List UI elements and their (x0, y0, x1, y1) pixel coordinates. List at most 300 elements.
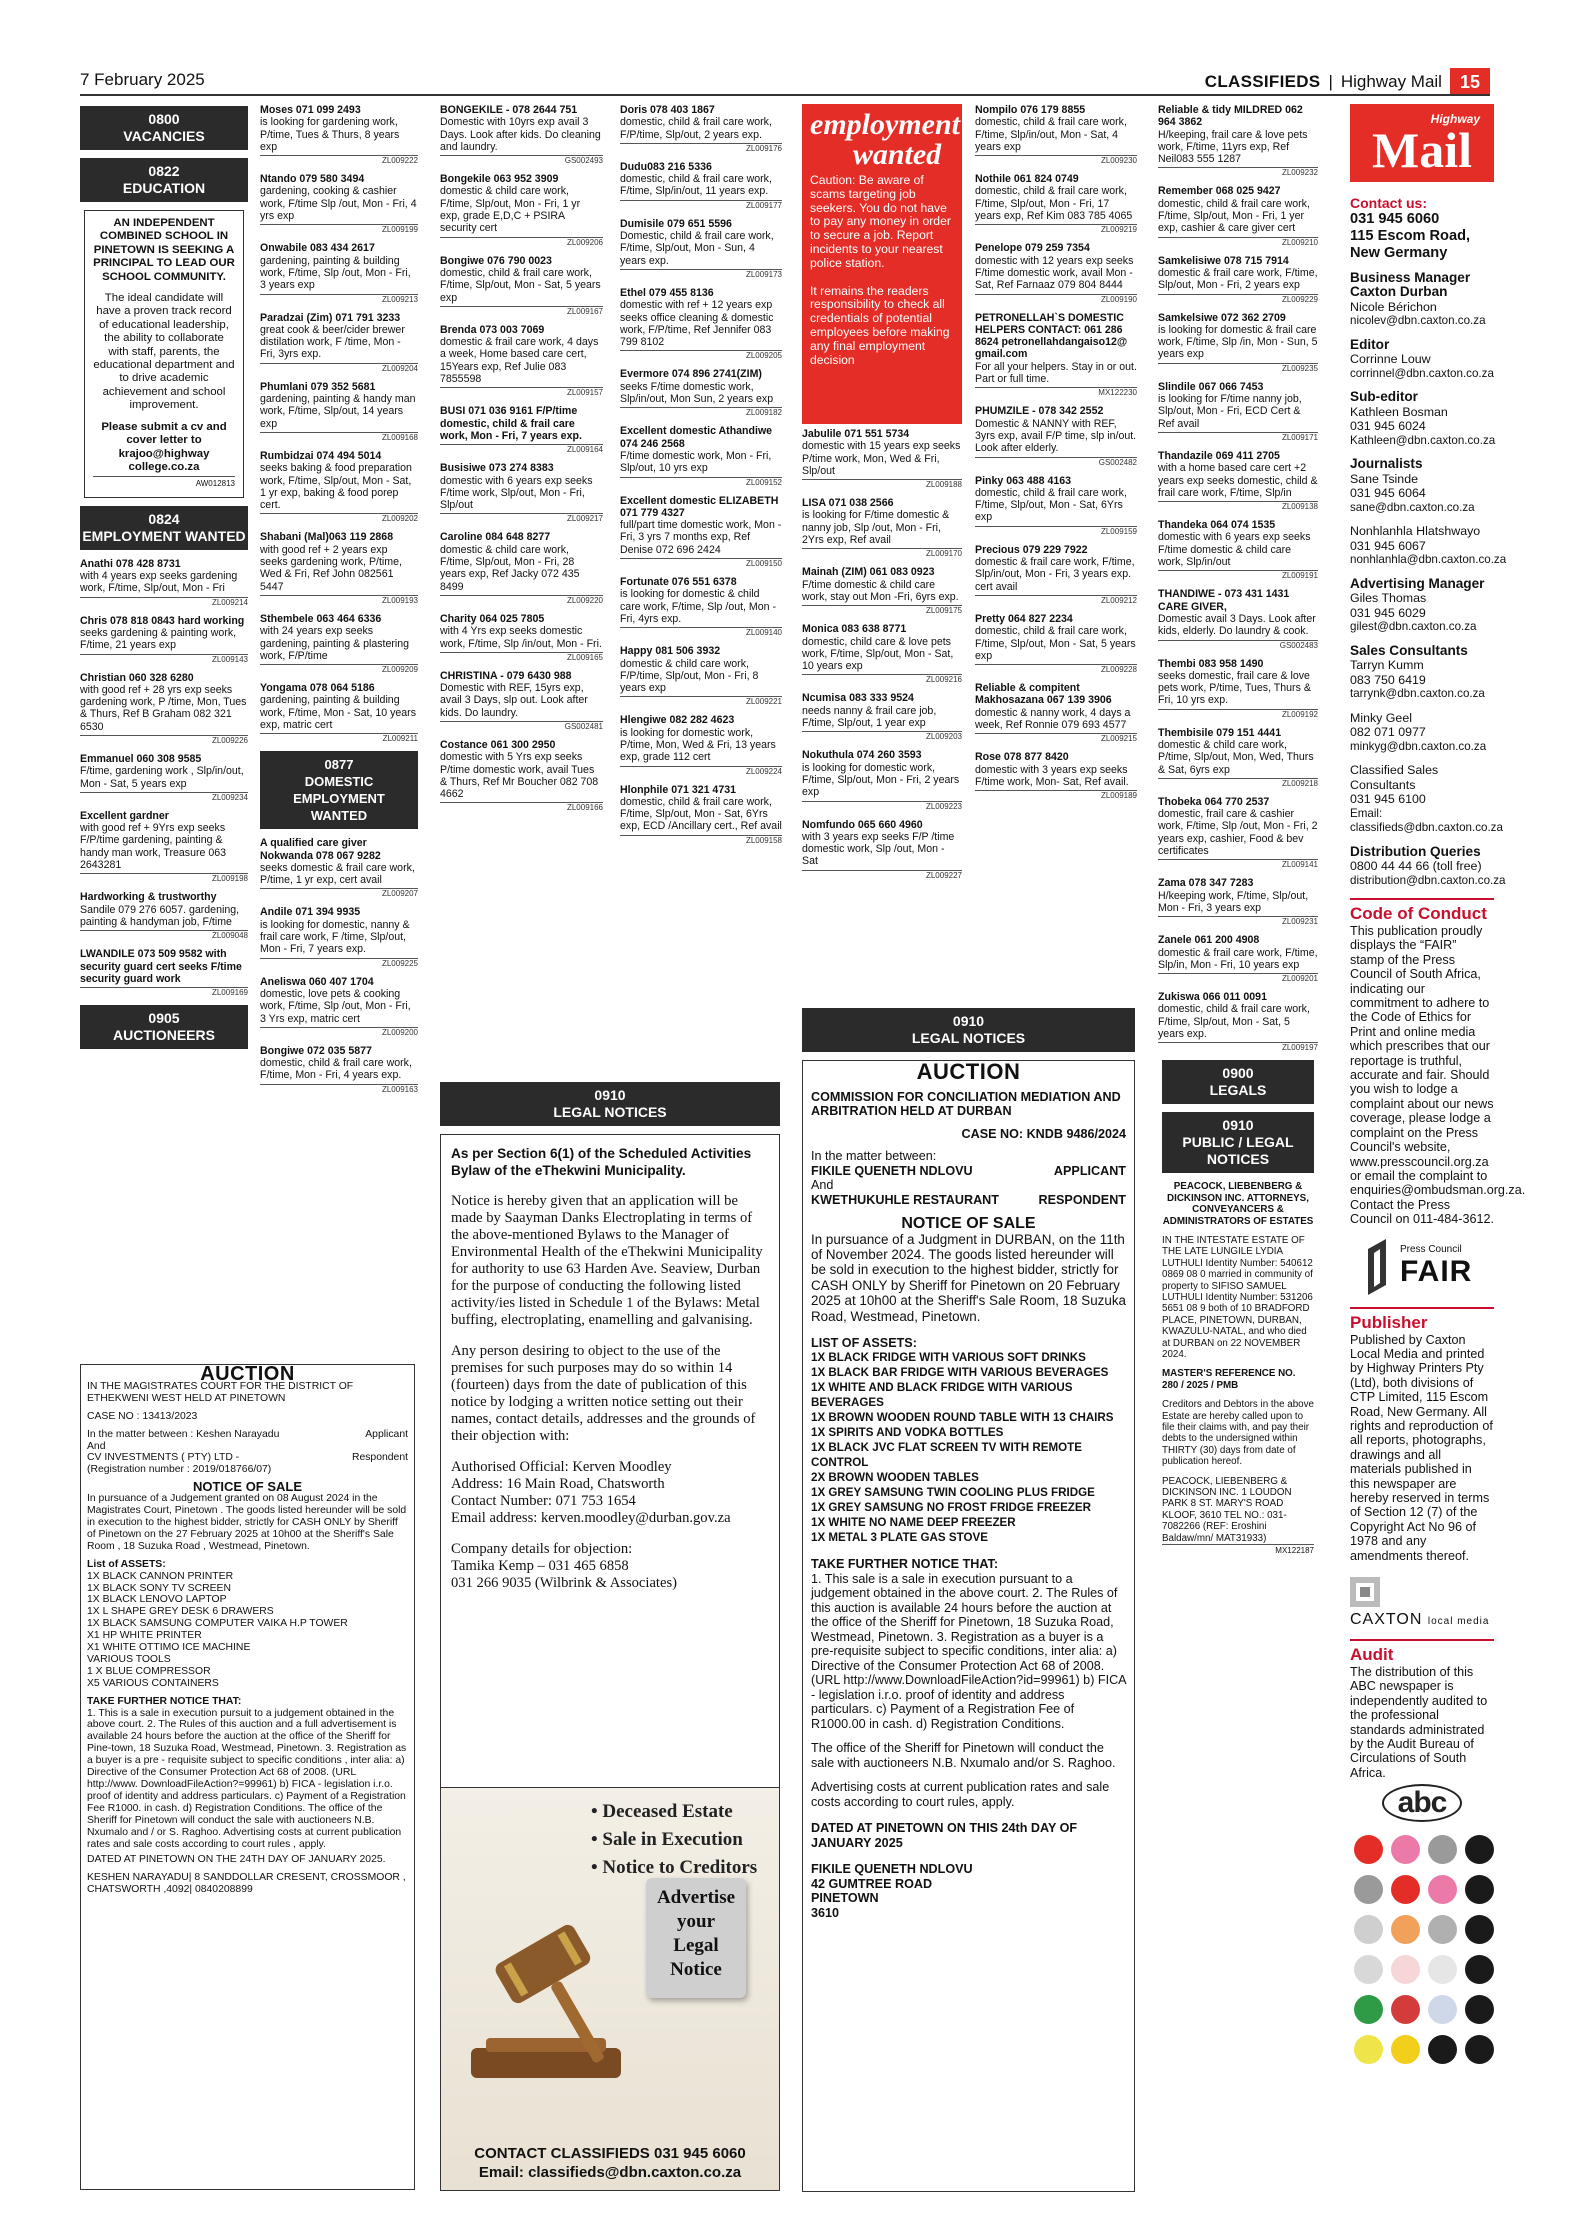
ad-body: F/time domestic & child care work, stay out Mon -Fri, 6yrs exp. (802, 578, 959, 603)
publisher-text: Published by Caxton Local Media and printed by Highway Printers Pty (Ltd), both divisions of CTP Limited, 115 Escom Road, New Germany. All rights and reproduction of all reports, photographs, drawings and all materials published in this newspaper are hereby reserved in terms of Section 12 (7) of the Copyright Act No 96 of 1978 and any amendments thereof. (1350, 1332, 1493, 1563)
section-label: LEGAL NOTICES (911, 1030, 1026, 1046)
staff-email[interactable]: nonhlanhla@dbn.caxton.co.za (1350, 553, 1507, 566)
classified-ad (80, 615, 248, 665)
ad-body: domestic & child care work, F/time, Slp/out, Mon - Fri, 1 yr exp, grade E,D,C + PSIRA security cert (440, 185, 581, 235)
audit-heading: Audit (1350, 1639, 1494, 1665)
ad-title: Bongiwe 076 790 0023 (440, 254, 552, 267)
ad-ref: ZL009165 (440, 652, 603, 663)
classified-ad (80, 810, 248, 884)
ad-title: Monica 083 638 8771 (802, 623, 907, 636)
ad-title: Pretty 064 827 2234 (975, 612, 1073, 625)
contact-phone: 031 945 6060 (1350, 210, 1440, 227)
asset-item: X1 WHITE OTTIMO ICE MACHINE (87, 1642, 251, 1654)
classified-ad (260, 906, 418, 968)
ad-title: Ethel 079 455 8136 (620, 286, 714, 299)
ad-title: Thandazile 069 411 2705 (1158, 449, 1280, 462)
ad-title: LWANDILE 073 509 9582 with security guard cert seeks F/time security guard work (80, 948, 242, 985)
staff-phone: 031 945 6024 (1350, 419, 1426, 433)
ad-ref: ZL009164 (440, 444, 603, 455)
staff-email[interactable]: distribution@dbn.caxton.co.za (1350, 873, 1506, 887)
ad-body: domestic, child & frail care work, F/time, Slp/out, Mon - Sat, 5 years exp. (1158, 1003, 1310, 1041)
staff-entry (1350, 271, 1494, 329)
ad-body: domestic, child & frail care work, F/time, Slp/out, Mon - Sat, 5 years exp (440, 266, 601, 304)
auction2-office: The office of the Sheriff for Pinetown will conduct the sale with auctioneers N.B. Nxumalo and/or S. Raghoo. (811, 1741, 1116, 1770)
ad-title: PETRONELLAH`S DOMESTIC HELPERS CONTACT: 061 286 8624 petronellahdangaiso12@ gmail.com (975, 311, 1128, 361)
classified-ad (260, 242, 418, 304)
estate-ref: MX122187 (1162, 1544, 1314, 1556)
ad-body: is looking for gardening work, P/time, Tues & Thurs, 8 years exp (260, 116, 400, 153)
staff-role: Editor (1350, 336, 1390, 352)
ad-ref: ZL009234 (80, 792, 248, 803)
col5b-ads (975, 104, 1137, 801)
staff-name: Nonhlanhla Hlatshwayo (1350, 524, 1481, 538)
bylaw-address: Address: 16 Main Road, Chatsworth (451, 1476, 665, 1492)
classified-ad (802, 819, 962, 881)
ad-title: BONGEKILE - 078 2644 751 (440, 104, 578, 116)
ad-title: Thobeka 064 770 2537 (1158, 795, 1270, 808)
ad-ref: ZL009205 (620, 350, 782, 361)
ad-title: Bongekile 063 952 3909 (440, 173, 559, 186)
promo-bullet-text: Deceased Estate (602, 1801, 733, 1822)
column-5b (975, 104, 1137, 808)
classified-ad (260, 976, 418, 1038)
ad-body: domestic, child & frail care work, F/time, Slp/in/out, 11 years exp. (620, 173, 772, 198)
ad-body: with 4 Yrs exp seeks domestic work, F/time, Slp /in/out, Mon - Fri. (440, 625, 602, 650)
section-label: AUCTIONEERS (113, 1027, 215, 1044)
empw-responsibility: It remains the readers responsibility to check all credentials of potential employees before making any final employment decision (810, 283, 950, 367)
staff-entry (1350, 644, 1494, 702)
auction2-matter: In the matter between: (811, 1149, 937, 1163)
section-code: 0910 (594, 1087, 626, 1103)
ad-body: with good ref + 28 yrs exp seeks gardening work, P /time, Mon, Tues & Thurs, Ref B Graham 082 321 6530 (80, 683, 247, 733)
classified-ad (975, 751, 1137, 801)
ad-ref: AW012813 (93, 476, 235, 490)
classified-ad (440, 670, 603, 732)
ad-title: Precious 079 229 7922 (975, 543, 1088, 556)
ad-title: Slindile 067 066 7453 (1158, 380, 1264, 393)
section-label: EMPLOYMENT WANTED (82, 527, 246, 544)
staff-email[interactable]: sane@dbn.caxton.co.za (1350, 500, 1475, 514)
ad-body: domestic & frail care work, F/time, Slp/in, Mon - Fri, 10 years exp (1158, 946, 1318, 971)
classified-ad (802, 566, 962, 616)
classified-ad (620, 218, 782, 280)
classified-ad (975, 242, 1137, 304)
ad-body: domestic & child care work, F/P/time, Slp/out, Mon - Fri, 8 years exp (620, 657, 759, 695)
auction-reg: (Registration number : 2019/018766/07) (87, 1464, 272, 1476)
estate-address: PEACOCK, LIEBENBERG & DICKINSON INC. 1 LOUDON PARK 8 ST. MARY'S ROAD KLOOF, 3610 TEL NO.: 031- 7082266 (REF: Eroshini Baldaw/mn/ MAT31933) (1162, 1475, 1292, 1544)
staff-phone: 083 750 6419 (1350, 672, 1426, 687)
ad-ref: ZL009169 (80, 987, 248, 998)
classified-ad (1158, 877, 1318, 927)
ad-body: Domestic with 10yrs exp avail 3 Days. Look after kids. Do cleaning and laundry. (440, 116, 601, 153)
empw-heading-2: wanted (852, 138, 942, 171)
ad-title: Samkelsiwe 072 362 2709 (1158, 311, 1286, 324)
section-legal-notices (802, 1008, 1135, 1052)
ad-body: For all your helpers. Stay in or out. Part or full time. (975, 360, 1137, 386)
ad-cta: Please submit a cv and cover letter to krajoo@highway college.co.za (101, 420, 227, 473)
color-dot (1391, 2035, 1420, 2064)
ad-body: The ideal candidate will have a proven track record of educational leadership, the ability to collaborate with staff, parents, the educational department and to drive academic achievement and school improvement. (93, 292, 235, 412)
staff-entry (1350, 843, 1506, 889)
ad-title: Dumisile 079 651 5596 (620, 217, 732, 230)
asset-item: 1X BLACK BAR FRIDGE WITH VARIOUS BEVERAGES (811, 1366, 1109, 1380)
header-separator: | (1328, 72, 1333, 91)
color-dot (1428, 1955, 1457, 1984)
ad-body: is looking for domestic work, F/time, Slp/out, Mon - Fri, 2 years exp (802, 761, 960, 799)
ad-ref: ZL009176 (620, 143, 782, 154)
classified-ad (440, 324, 603, 398)
ad-body: H/keeping, frail care & love pets work, F/time, 11yrs exp, Ref Neil083 555 1287 (1158, 128, 1308, 166)
applicant-name: FIKILE QUENETH NDLOVU (811, 1163, 973, 1178)
ad-body: domestic & frail care work, F/time, Slp/in/out, Mon - Fri, 3 years exp. cert avail (975, 556, 1135, 593)
logo-text: Mail (1372, 122, 1472, 178)
ad-title: Phumlani 079 352 5681 (260, 380, 376, 393)
staff-email[interactable]: corrinnel@dbn.caxton.co.za (1350, 366, 1494, 380)
promo-bullet: • Notice to Creditors (591, 1857, 758, 1878)
classified-ad (1158, 519, 1318, 581)
ad-ref: ZL009182 (620, 407, 782, 418)
classified-ad (1158, 312, 1318, 374)
ad-body: with 24 years exp seeks gardening, painting & plastering work, F/P/time (260, 625, 410, 662)
staff-entry (1350, 338, 1494, 382)
asset-item: 1X BROWN WOODEN ROUND TABLE WITH 13 CHAIRS (811, 1411, 1114, 1425)
promo-email[interactable]: Email: classifieds@dbn.caxton.co.za (478, 2164, 742, 2181)
ad-ref: ZL009189 (975, 790, 1137, 801)
col2-ads-2 (260, 837, 418, 1094)
auction-notice-kwethukuhle (802, 1006, 1135, 2192)
classified-ad (260, 450, 418, 524)
classified-ad (802, 623, 962, 685)
column-5a (802, 428, 962, 888)
asset-item: 1X WHITE AND BLACK FRIDGE WITH VARIOUS BEVERAGES (811, 1381, 1073, 1410)
ad-ref: ZL009192 (1158, 709, 1318, 720)
color-dot (1465, 1955, 1494, 1984)
ad-ref: ZL009214 (80, 597, 248, 608)
section-label: EDUCATION (122, 180, 206, 196)
ad-body: with a home based care cert +2 years exp seeks domestic, child & frail care work, F/time, Slp/in (1158, 462, 1318, 499)
classified-ad (802, 428, 962, 490)
classified-ad (1158, 658, 1318, 720)
ad-body: domestic with 3 years exp seeks F/time work, Mon- Sat, Ref avail. (975, 763, 1129, 788)
asset-item: 1 X BLUE COMPRESSOR (87, 1665, 211, 1677)
auction2-dated: DATED AT PINETOWN ON THIS 24th DAY OF JANUARY 2025 (811, 1821, 1078, 1850)
column-1 (80, 104, 248, 1057)
staff-role: Advertising Manager (1350, 575, 1485, 591)
ad-title: Doris 078 403 1867 (620, 104, 715, 116)
asset-item: 2X BROWN WOODEN TABLES (811, 1471, 979, 1485)
caxton-text (1350, 1611, 1494, 1629)
auction2-tfn: TAKE FURTHER NOTICE THAT: (811, 1557, 999, 1572)
ad-title: Thembi 083 958 1490 (1158, 657, 1264, 670)
ad-title: Excellent domestic ELIZABETH 071 779 4327 (620, 494, 779, 519)
ad-ref: ZL009231 (1158, 916, 1318, 927)
ad-ref: GS002481 (440, 721, 603, 732)
ad-title: Nothile 061 824 0749 (975, 173, 1079, 186)
ad-ref: ZL009226 (80, 735, 248, 746)
classified-ad (260, 837, 418, 899)
ad-ref: ZL009150 (620, 558, 782, 569)
classified-ad (620, 576, 782, 638)
ad-title: Christian 060 328 6280 (80, 671, 194, 684)
ad-ref: ZL009203 (802, 731, 962, 742)
color-dot (1354, 1955, 1383, 1984)
staff-entry (1350, 711, 1494, 755)
respondent-name: CV INVESTMENTS ( PTY) LTD - (87, 1452, 240, 1464)
auction-notes: 1. This is a sale in execution pursuit to a judgement obtained in the above court. 2. The Rules of this auction and a full advertisement is available 24 hours before the auction at the office of the Sheriff for Pine-town, 18 Suzuka Road, Westmead, Pinetown. 3. Registration as a buyer is a pre - requisite subject to specific conditions , inter alia: a) Directive of the Consumer Protection Act 68 of 2008. (URL http://www. DownloadFileAction?=99961) b) FICA - legislation i.r.o. proof of identity and address particulars. c) Payment of a Registration Fee R1000. in cash. d) Registration Conditions. The office of the Sheriff for Pinetown will conduct the sale with auctioneers N.B. Nxumalo and / or S. Raghoo. Advertising costs at current publication rates and sale costs according to court rules , apply. (87, 1707, 407, 1850)
estate-firm: PEACOCK, LIEBENBERG & DICKINSON INC. ATTORNEYS, CONVEYANCERS & ADMINISTRATORS OF ESTATES (1162, 1181, 1314, 1227)
bylaw-p1: Notice is hereby given that an application will be made by Saayman Danks Electroplating in terms of the above-mentioned Bylaws to the Manager of Environmental Health of the eThekwini Municipality for authority to use 63 Harden Ave. Seaview, Durban for the purpose of conducting the following listed activity/ies listed in Schedule 1 of the Bylaws: Metal buffing, electroplating, enamelling and galvanising. (451, 1193, 763, 1328)
staff-email[interactable]: minkyg@dbn.caxton.co.za (1350, 739, 1487, 753)
ad-ref: ZL009158 (620, 835, 782, 846)
ad-body: with good ref + 2 years exp seeks gardening work, P/time, Wed & Fri, Ref John 082561 5447 (260, 543, 402, 593)
ad-ref: ZL009141 (1158, 859, 1318, 870)
staff-entry (1350, 390, 1494, 448)
bylaw-title: As per Section 6(1) of the Scheduled Activities Bylaw of the eThekwini Municipality. (451, 1146, 752, 1178)
classified-ad (975, 613, 1137, 675)
contact-addr1: 115 Escom Road, (1350, 227, 1471, 244)
card-line: Legal (673, 1935, 719, 1956)
staff-email[interactable]: tarrynk@dbn.caxton.co.za (1350, 687, 1485, 700)
classified-ad (80, 891, 248, 941)
ad-title: LISA 071 038 2566 (802, 497, 894, 510)
ad-title: Rumbidzai 074 494 5014 (260, 449, 382, 462)
auction-footer: KESHEN NARAYADU| 8 SANDDOLLAR CRESENT, CROSSMOOR , CHATSWORTH ,4092| 0840208899 (87, 1872, 406, 1896)
staff-name: Tarryn Kumm (1350, 658, 1424, 672)
ad-body: domestic with 15 years exp seeks P/time work, Mon, Wed & Fri, Slp/out (802, 440, 961, 477)
ad-body: Sandile 079 276 6057. gardening, painting & handyman job, F/time (80, 903, 240, 928)
ad-body: seeks baking & food preparation work, F/time, Slp/out, Mon - Sat, 1 yr exp, baking & food porep cert. (260, 462, 412, 512)
section-code: 0800 (148, 111, 180, 127)
staff-name: 0800 44 44 66 (toll free) (1350, 859, 1482, 873)
section-code: 0824 (148, 510, 180, 527)
ad-title: Remember 068 025 9427 (1158, 185, 1281, 198)
ad-title: Samkelisiwe 078 715 7914 (1158, 254, 1289, 267)
ad-ref: ZL009225 (260, 958, 418, 969)
respondent-label: RESPONDENT (1038, 1192, 1126, 1207)
ad-ref: ZL009213 (260, 294, 418, 305)
ad-ref: ZL009173 (620, 269, 782, 280)
ad-body: seeks domestic & frail care work, P/time, 1 yr exp, cert avail (260, 861, 415, 887)
ad-title: Pinky 063 488 4163 (975, 474, 1072, 487)
classified-ad (1158, 185, 1318, 247)
classified-ad (80, 558, 248, 608)
auction2-sig (811, 1862, 1126, 1920)
caxton-sub: local media (1427, 1616, 1490, 1628)
auction2-costs: Advertising costs at current publication rates and sale costs according to court rules, apply. (811, 1780, 1110, 1809)
classified-ad (440, 405, 603, 455)
staff-email[interactable]: Kathleen@dbn.caxton.co.za (1350, 433, 1496, 447)
estate-body: IN THE INTESTATE ESTATE OF THE LATE LUNGILE LYDIA LUTHULI Identity Number: 540612 0869 08 0 married in community of property to SIFISO SAMUEL LUTHULI Identity Number: 531206 5651 08 9 both of 10 BRADFORD PLACE, PINETOWN, DURBAN, KWAZULU-NATAL, and who died at DURBAN on 22 NOVEMBER 2024. (1162, 1234, 1313, 1361)
staff-role: Business Manager Caxton Durban (1350, 269, 1471, 299)
asset-item: X1 HP WHITE PRINTER (87, 1630, 202, 1642)
ad-ref: ZL009159 (975, 526, 1137, 537)
ad-ref: ZL009140 (620, 627, 782, 638)
staff-role: Distribution Queries (1350, 843, 1481, 859)
ad-ref: ZL009211 (260, 733, 418, 744)
ad-ref: ZL009227 (802, 870, 962, 881)
classified-ad (1158, 991, 1318, 1053)
ad-ref: ZL009232 (1158, 167, 1318, 178)
ad-ref: ZL009228 (975, 664, 1137, 675)
ad-title: Busisiwe 073 274 8383 (440, 462, 554, 475)
color-dot (1465, 1835, 1494, 1864)
employment-wanted-caution (802, 104, 962, 424)
ad-title: Thembisile 079 151 4441 (1158, 726, 1282, 739)
ad-title: Rose 078 877 8420 (975, 751, 1069, 764)
promo-bullets (591, 1798, 757, 1882)
section-legals (1162, 1060, 1314, 1104)
col6-ads (1158, 104, 1318, 1053)
ad-ref: ZL009168 (260, 432, 418, 443)
ad-ref: ZL009170 (802, 548, 962, 559)
classified-ad (440, 739, 603, 813)
section-domestic-employment (260, 751, 418, 829)
staff-role: Sub-editor (1350, 389, 1418, 404)
ad-ref: ZL009219 (975, 224, 1137, 235)
column-2 (260, 104, 418, 1102)
ad-title: Nomfundo 065 660 4960 (802, 818, 923, 831)
press-council-fair (1364, 1239, 1494, 1295)
ad-ref: ZL009138 (1158, 501, 1318, 512)
ad-ref: ZL009199 (260, 224, 418, 235)
section-label: LEGALS (1209, 1082, 1267, 1099)
respondent-name: KWETHUKUHLE RESTAURANT (811, 1192, 999, 1207)
sig-line: FIKILE QUENETH NDLOVU (811, 1862, 973, 1877)
auction2-box (802, 1060, 1135, 2192)
estate-notice (1158, 1181, 1318, 1556)
ad-body: H/keeping work, F/time, Slp/out, Mon - Fri, 3 years exp (1158, 889, 1309, 914)
color-dot (1465, 1995, 1494, 2024)
ad-ref: GS002482 (975, 457, 1137, 468)
ad-ref: ZL009207 (260, 888, 418, 899)
estate-creditors: Creditors and Debtors in the above Estate are hereby called upon to file their claims with, and pay their debts to the undersigned within THIRTY (30) days from date of publication hereof. (1162, 1399, 1314, 1468)
assets-heading: List of ASSETS: (87, 1558, 166, 1570)
section-code: 0900 (1222, 1065, 1254, 1082)
asset-item: 1X BLACK SAMSUNG COMPUTER VAIKA H.P TOWER (87, 1618, 348, 1630)
auction2-applicant (811, 1164, 1126, 1179)
section-code: 0822 (148, 163, 180, 179)
bylaw-contact: Contact Number: 071 753 1654 (451, 1493, 636, 1509)
ad-title: Zukiswa 066 011 0091 (1158, 991, 1267, 1004)
auction-title: AUCTION (200, 1363, 295, 1385)
asset-item: 1X SPIRITS AND VODKA BOTTLES (811, 1426, 1004, 1440)
applicant-label: APPLICANT (1053, 1163, 1126, 1178)
notice-of-sale: NOTICE OF SALE (192, 1479, 303, 1495)
staff-list (1350, 269, 1507, 889)
estate-master: MASTER'S REFERENCE NO. 280 / 2025 / PMB (1162, 1368, 1296, 1391)
ad-body: domestic, child & frail care work, F/time, Slp/out, Mon - Sat, 5 years exp (975, 625, 1136, 662)
ad-title: Thandeka 064 074 1535 (1158, 519, 1276, 532)
classified-ad (975, 312, 1137, 399)
section-code: 0910 (1222, 1117, 1254, 1134)
ad-ref: ZL009048 (80, 930, 248, 941)
classified-ad (802, 749, 962, 811)
staff-phone: 031 945 6100 (1350, 792, 1426, 806)
ad-body: gardening, painting & building work, F/time, Mon - Sat, 10 years exp, matric cert (260, 694, 417, 731)
ad-body: domestic & child care work, P/time, Slp/out, Mon, Wed, Thurs & Sat, 6yrs exp (1158, 738, 1314, 776)
ad-title: Zanele 061 200 4908 (1158, 934, 1260, 947)
pc-small: Press Council (1400, 1244, 1462, 1256)
section-label: DOMESTIC EMPLOYMENT (293, 774, 385, 807)
bylaw-company: Company details for objection: (451, 1541, 633, 1557)
empw-heading-1: employment (810, 108, 960, 141)
section-label: WANTED (310, 808, 368, 824)
publisher-heading: Publisher (1350, 1307, 1494, 1333)
classified-ad (1158, 104, 1318, 178)
classified-ad (620, 645, 782, 707)
color-dot (1354, 1915, 1383, 1944)
staff-email[interactable]: gilest@dbn.caxton.co.za (1350, 620, 1477, 633)
ad-body: with 3 years exp seeks F/P /time domestic work, Slp /out, Mon - Sat (802, 830, 955, 868)
section-label: VACANCIES (123, 128, 205, 144)
color-dot (1428, 1995, 1457, 2024)
ad-body: gardening, cooking & cashier work, F/time Slp /out, Mon - Fri, 4 yrs exp (260, 185, 417, 223)
ad-ref: ZL009167 (440, 306, 603, 317)
contact-addr2: New Germany (1350, 244, 1448, 261)
gavel-illustration (461, 1888, 631, 2098)
asset-item: 1X GREY SAMSUNG NO FROST FRIDGE FREEZER (811, 1501, 1091, 1515)
classified-ad (440, 462, 603, 524)
ad-body: domestic with 6 years exp seeks F/time domestic & child care work, Slp/in/out (1158, 531, 1311, 569)
ad-title: Chris 078 818 0843 hard working (80, 614, 245, 627)
classified-ad (620, 784, 782, 846)
ad-body: full/part time domestic work, Mon - Fri, 3 yrs 7 months exp, Ref Denise 072 696 2424 (620, 519, 782, 556)
section-education (80, 158, 248, 202)
ad-ref: ZL009224 (620, 766, 782, 777)
ad-body: F/time domestic work, Mon - Fri, Slp/out, 10 yrs exp (620, 449, 772, 475)
color-dot (1354, 1835, 1383, 1864)
ad-ref: ZL009171 (1158, 432, 1318, 443)
staff-entry (1350, 763, 1503, 836)
ad-title: Anathi 078 428 8731 (80, 557, 181, 570)
classified-ad (1158, 934, 1318, 984)
paper-name: Highway Mail (1340, 72, 1442, 91)
empw-heading (810, 108, 960, 171)
legal-notice-bylaw (440, 1080, 780, 1814)
ad-ref: ZL009220 (440, 595, 603, 606)
ad-body: is looking for F/time nanny job, Slp/out, Mon - Fri, ECD Cert & Ref avail (1158, 393, 1302, 430)
abc-logo: abc (1382, 1784, 1462, 1822)
asset-item: 1X GREY SAMSUNG TWIN COOLING PLUS FRIDGE (811, 1486, 1095, 1500)
ad-title: Nompilo 076 179 8855 (975, 104, 1086, 116)
staff-name: Kathleen Bosman (1350, 404, 1448, 419)
color-registration (1350, 1832, 1500, 2072)
ad-ref: ZL009222 (260, 155, 418, 166)
auction-case: CASE NO : 13413/2023 (87, 1410, 198, 1422)
section-employment-wanted (80, 506, 248, 550)
classified-ad (802, 497, 962, 559)
staff-name: Sane Tsinde (1350, 471, 1418, 486)
col1-ads (80, 558, 248, 998)
promo-contact: CONTACT CLASSIFIEDS 031 945 6060 (474, 2145, 746, 2162)
legal-notice-promo (440, 1787, 780, 2191)
ad-title: Excellent domestic Athandiwe 074 246 2568 (620, 425, 773, 450)
classified-ad (260, 104, 418, 166)
asset-item: 1X METAL 3 PLATE GAS STOVE (811, 1531, 988, 1545)
ad-ref: ZL009229 (1158, 294, 1318, 305)
caxton-logo (1350, 1577, 1494, 1607)
color-dot (1391, 1995, 1420, 2024)
ad-ref: ZL009209 (260, 664, 418, 675)
ad-body: seeks domestic, frail care & love pets work, P/time, Tues, Thurs & Fri, 10 yrs exp. (1158, 669, 1311, 707)
staff-email[interactable]: nicolev@dbn.caxton.co.za (1350, 314, 1486, 327)
staff-email[interactable]: Email: classifieds@dbn.caxton.co.za (1350, 806, 1503, 834)
staff-phone: 031 945 6067 (1350, 538, 1426, 553)
ad-ref: ZL009221 (620, 696, 782, 707)
classified-ad (80, 948, 248, 998)
ad-body: domestic, child & frail care work, F/time, Slp/out, Mon - Sat, 6Yrs exp, ECD /Ancillary cert., Ref avail (620, 795, 782, 833)
ad-title: Mainah (ZIM) 061 083 0923 (802, 566, 935, 579)
